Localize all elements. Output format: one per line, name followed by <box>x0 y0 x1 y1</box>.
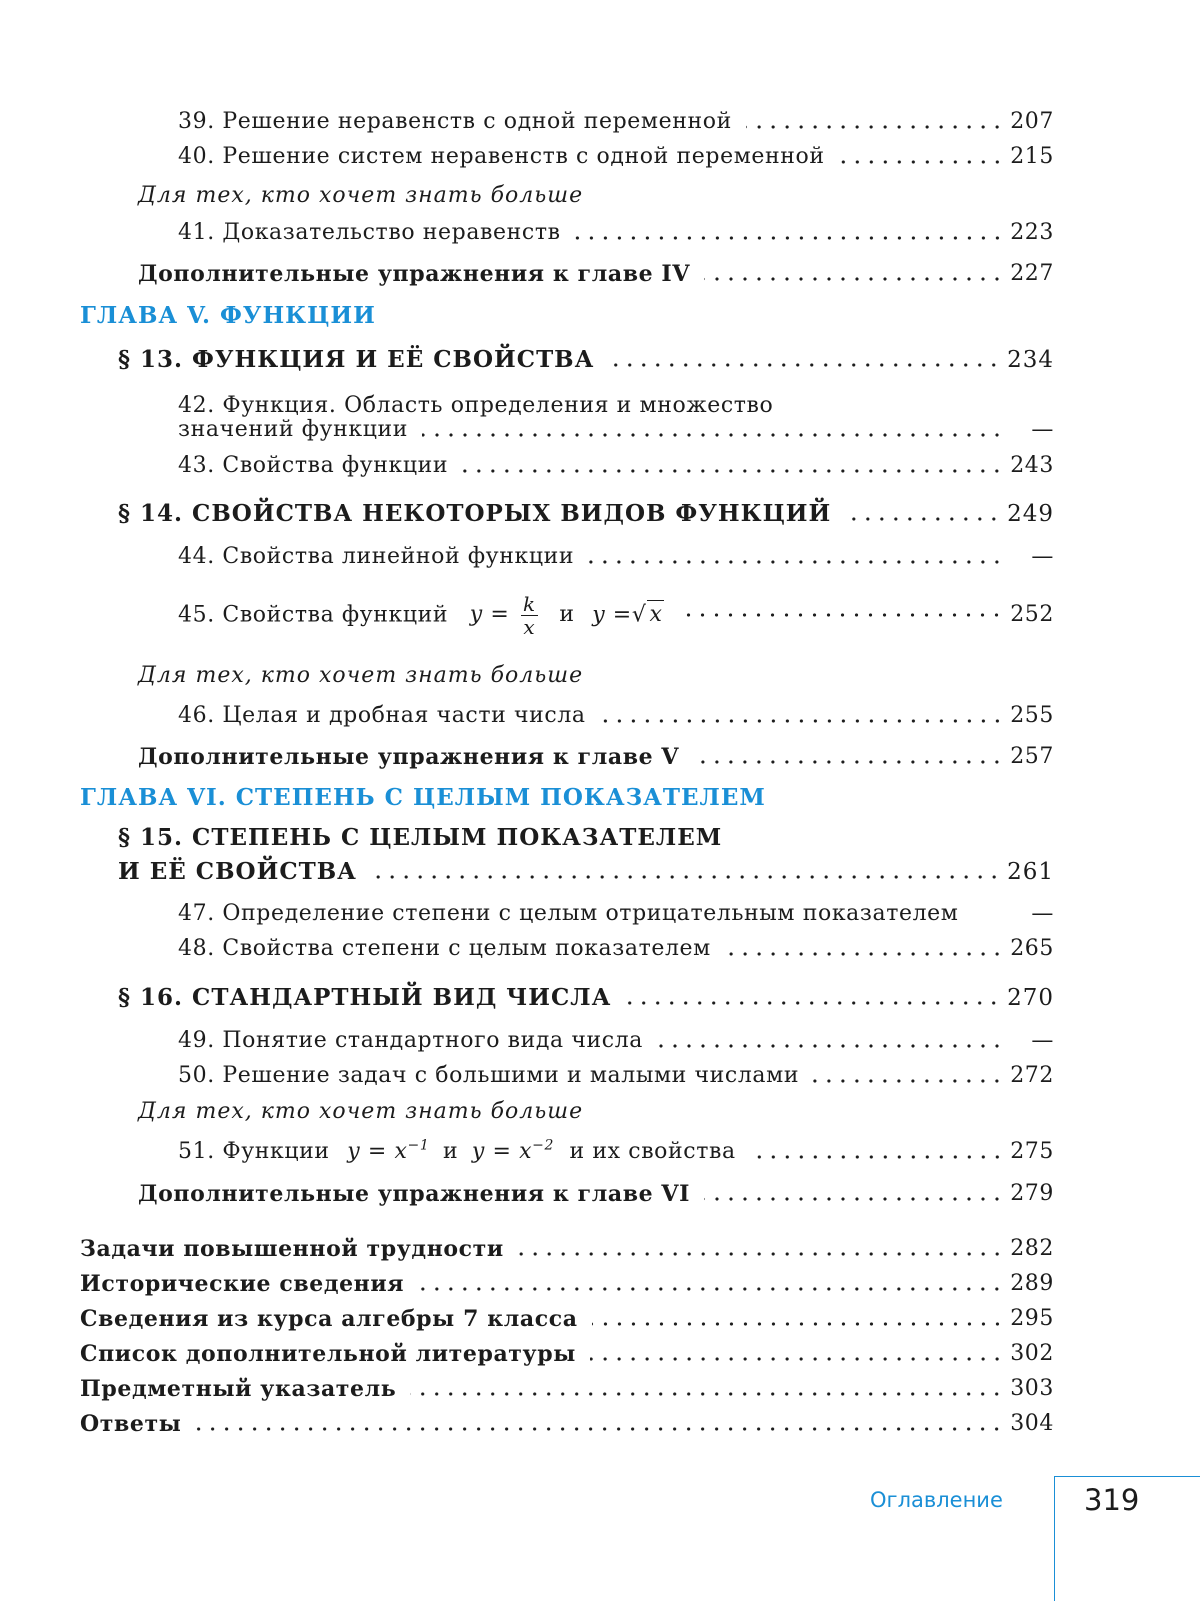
entry-title: 48. Свойства степени с целым показателем <box>178 936 711 961</box>
section-title: § 13. ФУНКЦИЯ И ЕЁ СВОЙСТВА <box>118 346 595 373</box>
entry-title: Ответы <box>80 1411 182 1437</box>
toc-backmatter-index <box>80 1369 1054 1403</box>
dot-leader <box>462 468 1004 474</box>
page-number: 303 <box>1010 1376 1054 1401</box>
toc-entry-50 <box>178 1056 1054 1090</box>
folio-page-number: 319 <box>1084 1483 1140 1517</box>
page-number: 270 <box>1007 985 1054 1011</box>
dot-leader <box>625 1000 1001 1006</box>
toc-section-15-line1: § 15. СТЕПЕНЬ С ЦЕЛЫМ ПОКАЗАТЕЛЕМ <box>118 824 723 851</box>
page-number: 295 <box>1010 1306 1054 1331</box>
toc-backmatter-answers <box>80 1404 1054 1438</box>
entry-title: 44. Свойства линейной функции <box>178 544 575 569</box>
dot-leader <box>418 1286 1004 1292</box>
page-number: 279 <box>1010 1181 1054 1206</box>
toc-entry-49 <box>178 1021 1054 1055</box>
toc-section-13 <box>118 340 1054 374</box>
dot-leader <box>575 235 1004 241</box>
dot-leader <box>839 159 1004 165</box>
page-number: — <box>1031 544 1054 569</box>
page-number: 227 <box>1010 261 1054 286</box>
dot-leader <box>590 1356 1004 1362</box>
dot-leader <box>693 759 1004 765</box>
page-number: 302 <box>1010 1341 1054 1366</box>
page-number: 215 <box>1010 144 1054 169</box>
toc-entry-42-line2 <box>178 410 1054 444</box>
toc-extra-exercises-ch6 <box>138 1174 1054 1208</box>
toc-backmatter-grade7-review <box>80 1299 1054 1333</box>
entry-title-suffix: и их свойства <box>569 1139 736 1164</box>
entry-title: Список дополнительной литературы <box>80 1341 576 1367</box>
page-number: 255 <box>1010 703 1054 728</box>
page-number: 252 <box>1010 602 1054 627</box>
dot-leader <box>704 276 1004 282</box>
dot-leader <box>704 1196 1004 1202</box>
dot-leader <box>657 1043 1004 1049</box>
entry-title-text: 45. Свойства функций <box>178 602 449 627</box>
page-number: 304 <box>1010 1411 1054 1436</box>
page-number: — <box>1031 417 1054 442</box>
page-number: 223 <box>1010 220 1054 245</box>
fraction-k-over-x <box>521 593 538 638</box>
entry-title <box>178 1138 736 1166</box>
section-title: И ЕЁ СВОЙСТВА <box>118 858 357 885</box>
toc-entry-48 <box>178 929 1054 963</box>
sqrt-radicand: x <box>649 602 663 627</box>
formula-power-2: y = x <box>471 1139 533 1164</box>
entry-title: Предметный указатель <box>80 1376 397 1402</box>
dot-leader <box>410 1391 1004 1397</box>
running-footer-section: Оглавление <box>870 1488 1003 1512</box>
entry-title: 41. Доказательство неравенств <box>178 220 561 245</box>
toc-entry-46 <box>178 696 1054 730</box>
entry-title: Исторические сведения <box>80 1271 405 1297</box>
toc-entry-44 <box>178 537 1054 571</box>
entry-title: 43. Свойства функции <box>178 453 449 478</box>
toc-extra-exercises-ch4 <box>138 254 1054 288</box>
toc-entry-42-line1: 42. Функция. Область определения и множество <box>178 393 774 418</box>
entry-title: Сведения из курса алгебры 7 класса <box>80 1306 578 1332</box>
page-number: — <box>1031 901 1054 926</box>
entry-title <box>178 593 664 638</box>
formula-lhs: y = <box>592 602 632 627</box>
page-number: 275 <box>1010 1139 1054 1164</box>
dot-leader <box>195 1426 1004 1432</box>
entry-title: 40. Решение систем неравенств с одной переменной <box>178 144 825 169</box>
dot-leader <box>422 432 1004 438</box>
dot-leader <box>371 874 1001 880</box>
extra-reading-note: Для тех, кто хочет знать больше <box>138 663 584 688</box>
entry-title-text: 51. Функции <box>178 1139 330 1164</box>
exponent: −1 <box>407 1137 430 1154</box>
toc-extra-exercises-ch5 <box>138 737 1054 771</box>
dot-leader <box>750 1154 1004 1160</box>
page-number: 207 <box>1010 109 1054 134</box>
extra-reading-note: Для тех, кто хочет знать больше <box>138 183 584 208</box>
entry-title: 50. Решение задач с большими и малыми числами <box>178 1063 800 1088</box>
dot-leader <box>608 362 1001 368</box>
entry-title: 39. Решение неравенств с одной переменной <box>178 109 732 134</box>
entry-title: Дополнительные упражнения к главе VI <box>138 1181 690 1207</box>
conjunction: и <box>442 1139 459 1164</box>
entry-title: 46. Целая и дробная части числа <box>178 703 586 728</box>
page-number: 261 <box>1007 859 1054 885</box>
fraction-denominator: x <box>523 614 536 639</box>
page-number: — <box>1031 1028 1054 1053</box>
page-number: 234 <box>1007 347 1054 373</box>
dot-leader <box>678 612 1004 618</box>
page-number: 257 <box>1010 744 1054 769</box>
page-number: 265 <box>1010 936 1054 961</box>
page-number: 249 <box>1007 501 1054 527</box>
dot-leader <box>725 951 1004 957</box>
entry-title: 49. Понятие стандартного вида числа <box>178 1028 643 1053</box>
exponent: −2 <box>532 1137 554 1154</box>
entry-title: Задачи повышенной трудности <box>80 1236 504 1262</box>
chapter-heading-5: ГЛАВА V. ФУНКЦИИ <box>80 302 376 329</box>
page-number: 272 <box>1010 1063 1054 1088</box>
formula-power-1: y = x <box>347 1139 408 1164</box>
dot-leader <box>518 1251 1004 1257</box>
toc-section-16 <box>118 978 1054 1012</box>
toc-section-15-line2 <box>118 852 1054 886</box>
dot-leader <box>600 718 1004 724</box>
chapter-heading-6: ГЛАВА VI. СТЕПЕНЬ С ЦЕЛЫМ ПОКАЗАТЕЛЕМ <box>80 784 766 811</box>
sqrt-sign: √ <box>631 602 647 627</box>
section-title: § 16. СТАНДАРТНЫЙ ВИД ЧИСЛА <box>118 984 612 1011</box>
toc-entry-47 <box>178 894 1054 928</box>
dot-leader <box>813 1078 1004 1084</box>
toc-entry-39 <box>178 102 1054 136</box>
toc-backmatter-literature <box>80 1334 1054 1368</box>
dot-leader <box>588 559 1004 565</box>
entry-title: Дополнительные упражнения к главе IV <box>138 261 690 287</box>
toc-entry-45 <box>178 585 1054 645</box>
toc-backmatter-history <box>80 1264 1054 1298</box>
page-number: 243 <box>1010 453 1054 478</box>
page-number: 289 <box>1010 1271 1054 1296</box>
page-number: 282 <box>1010 1236 1054 1261</box>
toc-section-14 <box>118 494 1054 528</box>
toc-entry-43 <box>178 446 1054 480</box>
entry-title: 47. Определение степени с целым отрицательным показателем <box>178 901 959 926</box>
entry-title: значений функции <box>178 417 408 442</box>
formula-lhs: y = <box>469 602 510 627</box>
toc-entry-41 <box>178 213 1054 247</box>
entry-title: Дополнительные упражнения к главе V <box>138 744 680 770</box>
conjunction: и <box>559 602 575 627</box>
extra-reading-note: Для тех, кто хочет знать больше <box>138 1099 584 1124</box>
toc-entry-40 <box>178 137 1054 171</box>
dot-leader <box>845 516 1001 522</box>
dot-leader <box>746 124 1004 130</box>
dot-leader <box>592 1321 1004 1327</box>
section-title: § 14. СВОЙСТВА НЕКОТОРЫХ ВИДОВ ФУНКЦИЙ <box>118 500 832 527</box>
toc-backmatter-hard-problems <box>80 1229 1054 1263</box>
toc-entry-51 <box>178 1132 1054 1166</box>
fraction-numerator: k <box>523 591 536 616</box>
